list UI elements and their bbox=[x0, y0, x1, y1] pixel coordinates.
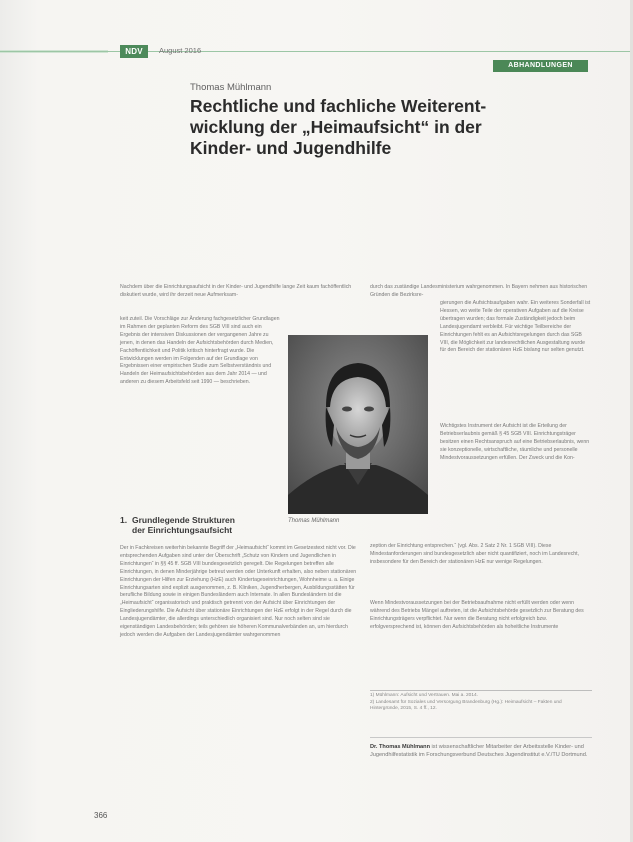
title-line: wicklung der „Heimaufsicht“ in der bbox=[190, 117, 482, 137]
ndv-badge: NDV bbox=[120, 45, 148, 58]
paragraph: zeption der Einrichtung entsprechen.“ (vgl. Abs. 2 Satz 2 Nr. 1 SGB VIII). Diese Mindestanforderungen sind bundesgesetzlich aber nicht quantifiziert, noch im Landesrecht, insbesondere für den Bereich der stationären HzE nur wenige Regelungen. bbox=[370, 543, 580, 565]
author-name: Dr. Thomas Mühlmann bbox=[370, 744, 430, 750]
section-label: ABHANDLUNGEN bbox=[493, 60, 588, 72]
paragraph: Wichtigstes Instrument der Aufsicht ist die Erteilung der Betriebserlaubnis gemäß § 45 SGB VIII. Einrichtungsträger besitzen einen Rechtsanspruch auf eine Betriebserlaubnis, wenn sie konzeptionelle, wirtschaftliche, räumliche und personelle Mindestvoraussetzungen erfüllen. Der Zweck und die Kon- bbox=[440, 423, 590, 461]
paragraph: gierungen die Aufsichtsaufgaben wahr. Ein weiteres Sonderfall ist Hessen, wo weite Teile der operativen Aufgaben auf die Kreise übertragen wurden; das formale Zuständigkeit jedoch beim Landesjugendamt verbleibt. Für wichtige Teilbereiche der Einrichtungen fehlt es an Aufsichtsregelungen durch das SGB VIII, die Möglichkeit zur landesrechtlichen Ausgestaltung wurde für den Bereich der stationären HzE bislang nur selten genutzt. bbox=[440, 300, 591, 354]
header-rule bbox=[0, 51, 633, 52]
author-photo bbox=[288, 335, 428, 514]
paragraph: keit zuteil. Die Vorschläge zur Änderung fachgesetzlicher Grundlagen im Rahmen der geplanten Reform des SGB VIII sind auch ein Ergebnis der intensiven Diskussionen der vergangenen Jahre zu jenen, in denen das Handeln der Aufsichtsbehörden durch Medien, Fachöffentlichkeit und Politik kritisch hinterfragt wurde. Die Entwicklungen werden im Folgenden auf der Grundlage von Ergebnissen einer empirischen Studie zum Selbstverständnis und Handeln der Heimaufsichtsbehörden aus dem Jahr 2014 — und anderen zu diesem Arbeitsfeld seit 1990 — beschrieben. bbox=[120, 316, 280, 386]
issue-date: August 2016 bbox=[159, 46, 202, 55]
article-title bbox=[190, 96, 590, 159]
paragraph: Wenn Mindestvoraussetzungen bei der Betriebsaufnahme nicht erfüllt werden oder wenn während des Betriebs Mängel auftreten, ist die Aufsichtsbehörde gesetzlich zur Beratung des Einrichtungsträgers verpflichtet. Nur wenn die Beratung nicht erfolgreich bzw. erfolgversprechend ist, können den Aufsichtsbehörden als hoheitliche Instrumente bbox=[370, 600, 584, 630]
paragraph: Nachdem über die Einrichtungsaufsicht in der Kinder- und Jugendhilfe lange Zeit kaum fachöffentlich diskutiert wurde, wird ihr derzeit neue Aufmerksam- bbox=[120, 284, 352, 298]
title-line: Kinder- und Jugendhilfe bbox=[190, 138, 392, 158]
paragraph: durch das zuständige Landesministerium wahrgenommen. In Bayern nehmen aus historischen Gründen die Bezirksre- bbox=[370, 284, 588, 298]
author-info-box bbox=[370, 737, 592, 760]
body-text-right-continued bbox=[370, 543, 592, 567]
page-number: 366 bbox=[94, 811, 108, 820]
body-text-right-lower bbox=[370, 600, 592, 632]
body-text-right-intro bbox=[370, 284, 592, 300]
portrait-image bbox=[288, 335, 428, 514]
body-text-left-intro bbox=[120, 284, 352, 300]
footnotes bbox=[370, 693, 592, 713]
footnote: 2) Landesamt für Soziales und Versorgung Brandenburg (Hg.): Heimaufsicht – Fakten und Hintergründe, 2015, S. 4 ff., 12. bbox=[370, 699, 562, 712]
author-bio: ist wissenschaftlicher Mitarbeiter der Arbeitsstelle Kinder- und Jugendhilfestatistik im Forschungsverbund Deutsches Jugendinstitut e.V./TU Dortmund. bbox=[370, 744, 588, 759]
footnote: 1) Mühlmann: Aufsicht und Vertrauen. Mai a. 2014. bbox=[370, 693, 478, 698]
footnote-rule bbox=[370, 690, 592, 691]
article-author: Thomas Mühlmann bbox=[190, 82, 272, 93]
paragraph: Der in Fachkreisen weiterhin bekannte Begriff der „Heimaufsicht“ kommt im Gesetzestext nicht vor. Die entsprechenden Aufgaben sind unter der Überschrift „Schutz von Kindern und Jugendlichen in Einrichtungen“ in §§ 45 ff. SGB VIII bundesgesetzlich geregelt. Die Regelungen betreffen alle Einrichtungen, in denen Minderjährige betreut werden oder Unterkunft erhalten, also neben stationären Einrichtungen der Hilfen zur Erziehung (HzE) auch Kindertageseinrichtungen, Wohnheime u. a. Einige Einrichtungsarten sind explizit ausgenommen, z. B. Kliniken, Jugendherbergen, Ausbildungsstätten für berufliche Bildung sowie in einigen Bundesländern auch Internate. In allen Bundesländern ist die „Heimaufsicht“ organisatorisch und praktisch getrennt von der Aufsicht über Einrichtungen der Eingliederungshilfe. Die Aufsicht über stationäre Einrichtungen der HzE erfolgt in der Regel durch die Landesjugendämter, die allerdings unterschiedlich organisiert sind. Nur noch selten sind sie eigenständigen Landesbehörden; teils gehören sie höheren Kommunalverbänden an, um hierdurch jedoch werden die Aufgaben der Landesjugendämter wahrgenommen bbox=[120, 545, 357, 638]
section-title-line: Grundlegende Strukturen bbox=[132, 515, 235, 525]
body-text-right-narrow bbox=[440, 300, 592, 355]
body-text-left-narrow bbox=[120, 316, 280, 387]
section-heading bbox=[120, 515, 290, 535]
section-title-line: der Einrichtungsaufsicht bbox=[132, 525, 233, 535]
body-text-right-mid bbox=[440, 423, 592, 463]
section-number: 1. bbox=[120, 515, 128, 525]
body-text-left-main bbox=[120, 545, 360, 640]
photo-caption: Thomas Mühlmann bbox=[288, 518, 340, 524]
title-line: Rechtliche und fachliche Weiterent- bbox=[190, 96, 487, 116]
